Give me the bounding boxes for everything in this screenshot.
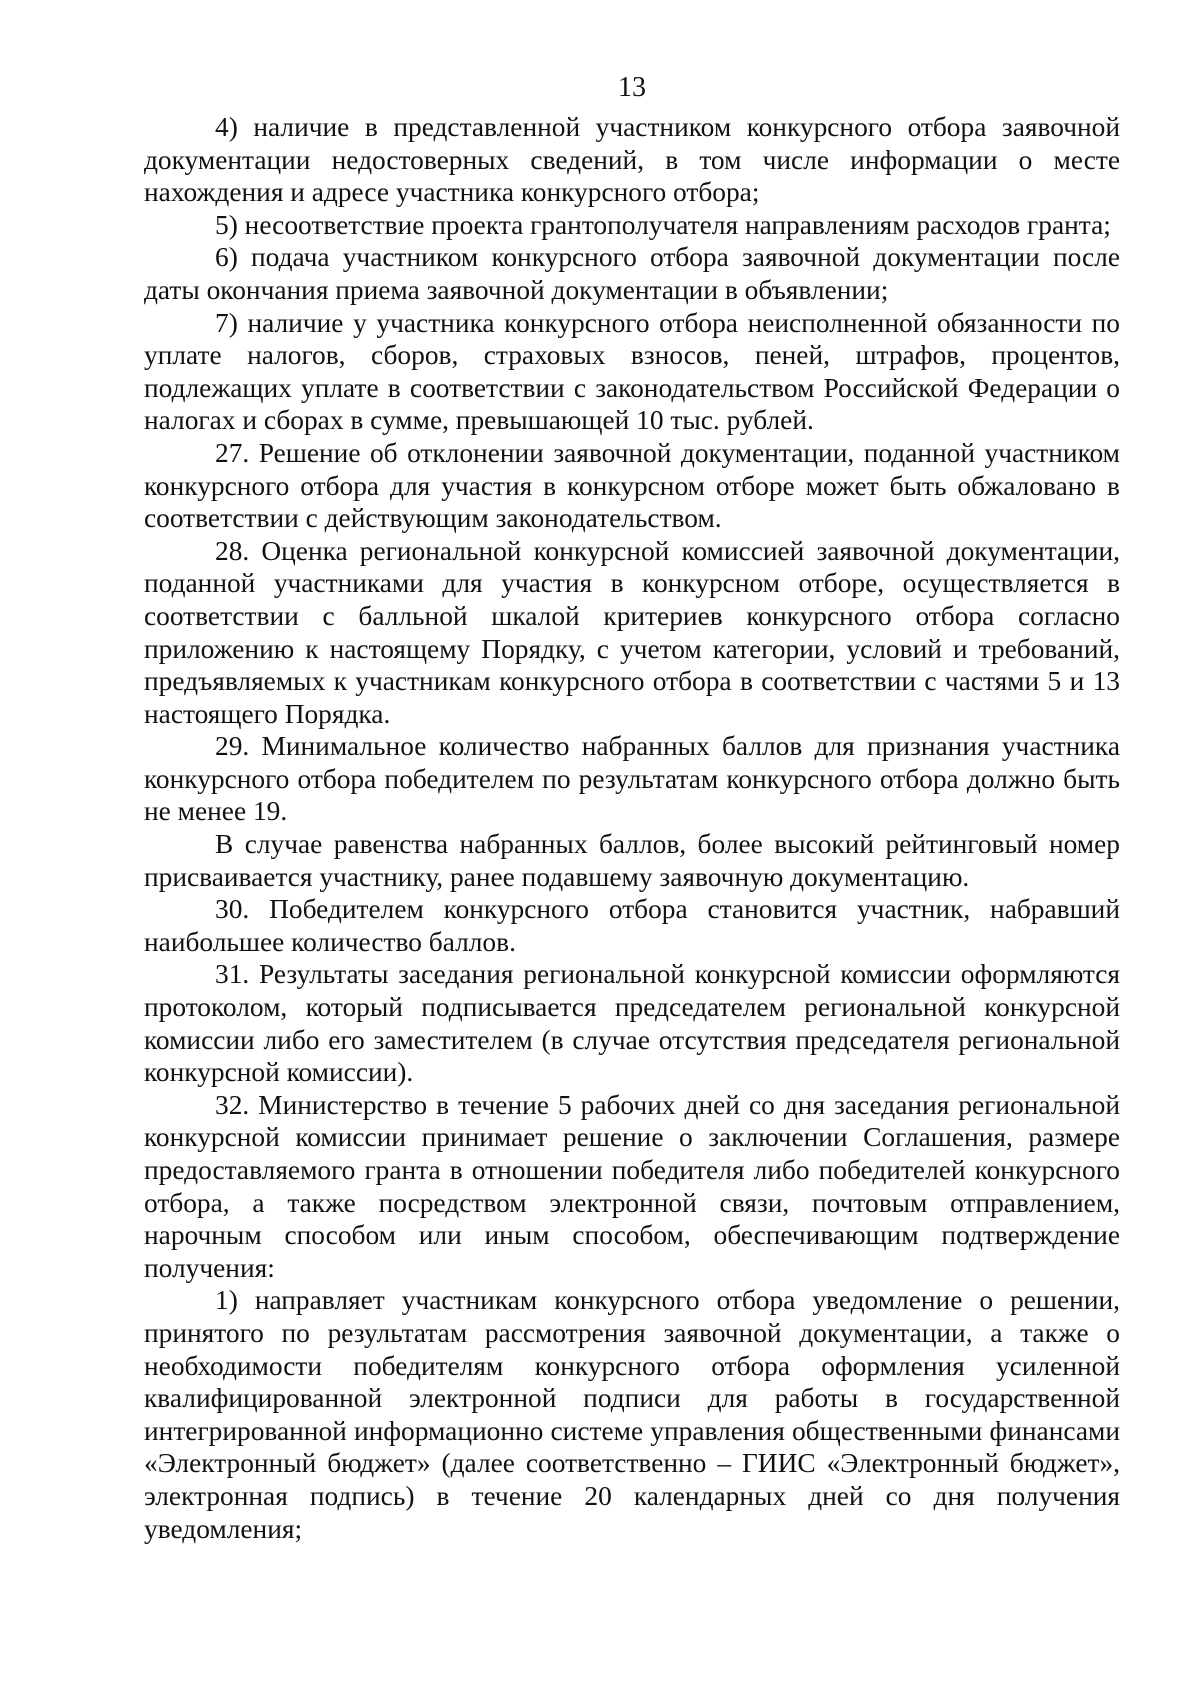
page-number: 13 (618, 72, 646, 103)
paragraph-item-4: 4) наличие в представленной участником конкурсного отбора заявочной документации недостоверных сведений, в том числе информации о месте нахождения и адресе участника конкурсного отбора; (144, 112, 1120, 208)
document-body (144, 111, 1120, 1545)
paragraph-32: 32. Министерство в течение 5 рабочих дней со дня заседания региональной конкурсной комиссии принимает решение о заключении Соглашения, размере предоставляемого гранта в отношении победителя либо победителей конкурсного отбора, а также посредством электронной связи, почтовым отправлением, нарочным способом или иным способом, обеспечивающим подтверждение получения: (144, 1089, 1120, 1283)
paragraph-29: 29. Минимальное количество набранных баллов для признания участника конкурсного отбора победителем по результатам конкурсного отбора должно быть не менее 19. (144, 731, 1120, 827)
paragraph-item-6: 6) подача участником конкурсного отбора заявочной документации после даты окончания приема заявочной документации в объявлении; (144, 242, 1120, 305)
paragraph-32-item-1: 1) направляет участникам конкурсного отбора уведомление о решении, принятого по результатам рассмотрения заявочной документации, а также о необходимости победителям конкурсного отбора оформления усиленной квалифицированной электронной подписи для работы в государственной интегрированной информационно системе управления общественными финансами «Электронный бюджет» (далее соответственно – ГИИС «Электронный бюджет», электронная подпись) в течение 20 календарных дней со дня получения уведомления; (144, 1285, 1120, 1544)
paragraph-item-5: 5) несоответствие проекта грантополучателя направлениям расходов гранта; (215, 209, 1111, 240)
paragraph-28: 28. Оценка региональной конкурсной комиссией заявочной документации, поданной участниками для участия в конкурсном отборе, осуществляется в соответствии с балльной шкалой критериев конкурсного отбора согласно приложению к настоящему Порядку, с учетом категории, условий и требований, предъявляемых к участникам конкурсного отбора в соответствии с частями 5 и 13 настоящего Порядка. (144, 535, 1120, 729)
paragraph-30: 30. Победителем конкурсного отбора становится участник, набравший наибольшее количество баллов. (144, 894, 1120, 957)
paragraph-item-7: 7) наличие у участника конкурсного отбора неисполненной обязанности по уплате налогов, сборов, страховых взносов, пеней, штрафов, процентов, подлежащих уплате в соответствии с законодательством Российской Федерации о налогах и сборах в сумме, превышающей 10 тыс. рублей. (144, 307, 1120, 436)
paragraph-27: 27. Решение об отклонении заявочной документации, поданной участником конкурсного отбора для участия в конкурсном отборе может быть обжаловано в соответствии с действующим законодательством. (144, 437, 1120, 534)
paragraph-29-continuation: В случае равенства набранных баллов, более высокий рейтинговый номер присваивается участнику, ранее подавшему заявочную документацию. (144, 829, 1120, 892)
paragraph-31: 31. Результаты заседания региональной конкурсной комиссии оформляются протоколом, который подписывается председателем региональной конкурсной комиссии либо его заместителем (в случае отсутствия председателя региональной конкурсной комиссии). (144, 959, 1120, 1088)
